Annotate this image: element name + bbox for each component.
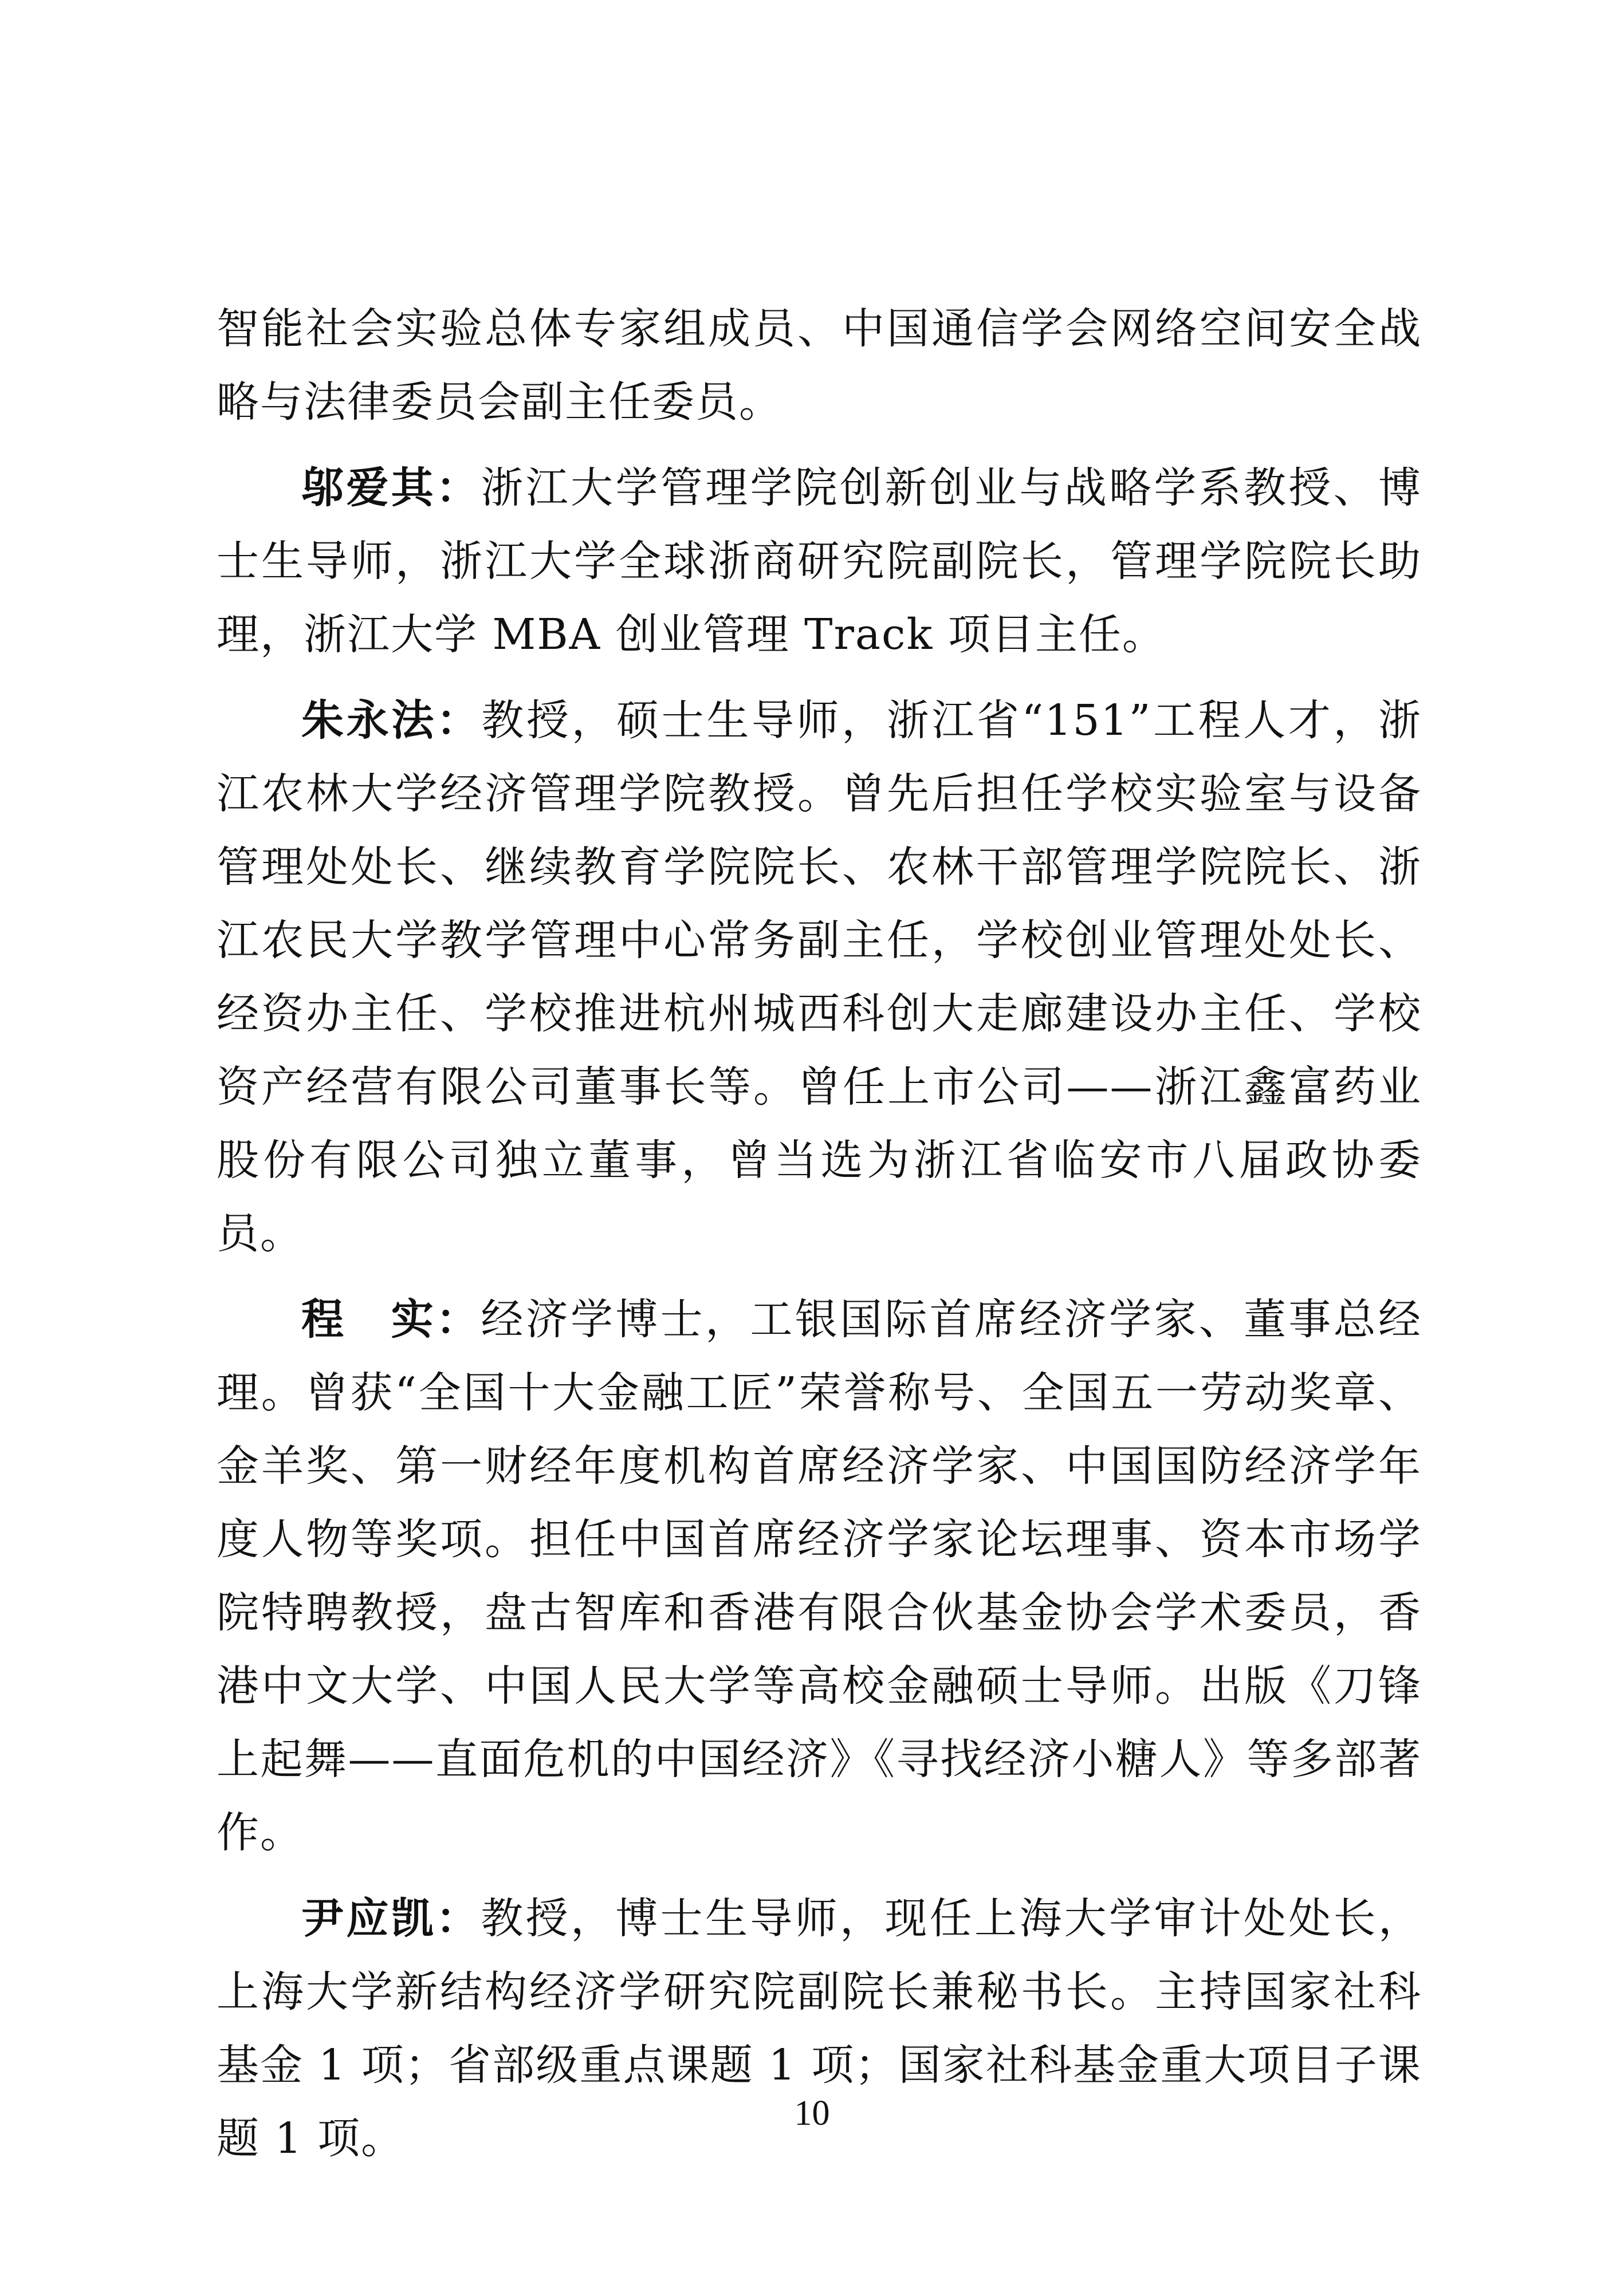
page-number: 10 xyxy=(794,2094,830,2133)
person-name: 尹应凯： xyxy=(301,1894,481,1943)
paragraph-wu-aiqi xyxy=(217,451,1422,671)
paragraph-zhu-yongfa xyxy=(217,684,1422,1270)
paragraph-text: 教授，硕士生导师，浙江省“151”工程人才，浙江农林大学经济管理学院教授。曾先后担任学校实验室与设备管理处处长、继续教育学院院长、农林干部管理学院院长、浙江农民大学教学管理中心常务副主任，学校创业管理处处长、经资办主任、学校推进杭州城西科创大走廊建设办主任、学校资产经营有限公司董事长等。曾任上市公司——浙江鑫富药业股份有限公司独立董事，曾当选为浙江省临安市八届政协委员。 xyxy=(217,696,1422,1258)
person-name: 程 实： xyxy=(301,1295,481,1344)
paragraph-text: 教授，博士生导师，现任上海大学审计处处长，上海大学新结构经济学研究院副院长兼秘书长。主持国家社科基金 1 项；省部级重点课题 1 项；国家社科基金重大项目子课题 1 项。 xyxy=(217,1894,1422,2163)
person-name: 朱永法： xyxy=(301,696,482,745)
paragraph-text: 经济学博士，工银国际首席经济学家、董事总经理。曾获“全国十大金融工匠”荣誉称号、全国五一劳动奖章、金羊奖、第一财经年度机构首席经济学家、中国国防经济学年度人物等奖项。担任中国首席经济学家论坛理事、资本市场学院特聘教授，盘古智库和香港有限合伙基金协会学术委员，香港中文大学、中国人民大学等高校金融硕士导师。出版《刀锋上起舞——直面危机的中国经济》《寻找经济小糖人》等多部著作。 xyxy=(217,1295,1422,1857)
paragraph-text: 浙江大学管理学院创新创业与战略学系教授、博士生导师，浙江大学全球浙商研究院副院长，管理学院院长助理，浙江大学 MBA 创业管理 Track 项目主任。 xyxy=(217,463,1422,659)
page-content xyxy=(217,292,1422,2188)
paragraph-cheng-shi xyxy=(217,1283,1422,1869)
paragraph-continuation xyxy=(217,292,1422,439)
paragraph-text: 智能社会实验总体专家组成员、中国通信学会网络空间安全战略与法律委员会副主任委员。 xyxy=(217,304,1422,427)
person-name: 邬爱其： xyxy=(301,463,481,513)
